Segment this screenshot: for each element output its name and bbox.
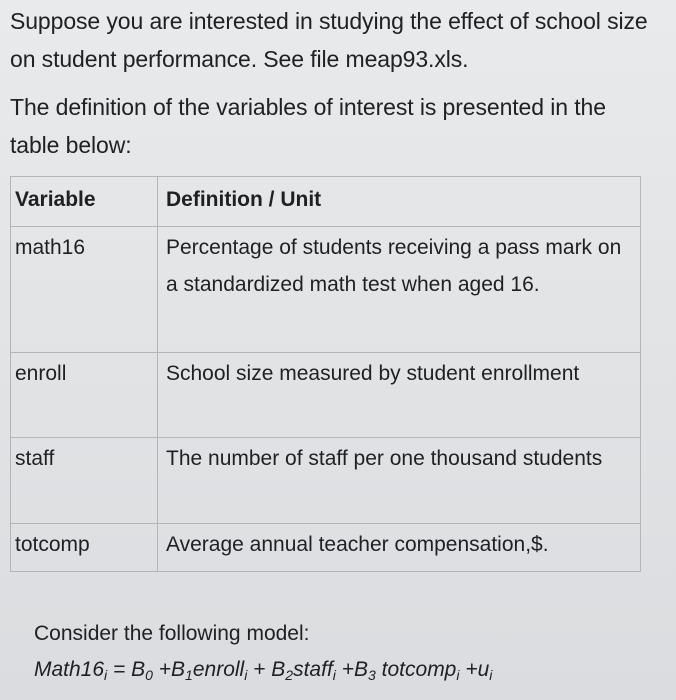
variable-cell: totcomp (11, 524, 158, 572)
intro-paragraph-2: The definition of the variables of interest is presented in the table below: (10, 94, 606, 158)
definition-cell: School size measured by student enrollment (158, 353, 641, 438)
header-variable: Variable (11, 177, 158, 227)
definition-cell: Average annual teacher compensation,$. (158, 524, 641, 572)
eq-totcomp: totcomp (375, 658, 457, 681)
variable-cell: math16 (11, 227, 158, 353)
eq-plus: + (459, 658, 478, 681)
eq-equals: = (107, 658, 132, 681)
eq-index: i (244, 667, 248, 683)
eq-b3-sub: 3 (368, 667, 376, 683)
table-header-row (11, 177, 641, 227)
table-row (11, 524, 641, 572)
table-row (11, 227, 641, 353)
problem-intro (10, 2, 660, 174)
eq-index: i (104, 667, 108, 683)
eq-error: u (477, 658, 490, 681)
intro-paragraph-1: Suppose you are interested in studying the effect of school size on student performance. See file meap93.xls. (10, 8, 648, 72)
model-section (34, 616, 492, 688)
eq-b2: B (271, 658, 286, 681)
eq-b2-sub: 2 (285, 667, 294, 683)
eq-index: i (332, 667, 336, 683)
eq-index: i (456, 667, 460, 683)
eq-b0-sub: 0 (145, 667, 153, 683)
definition-cell: The number of staff per one thousand students (158, 438, 641, 524)
eq-staff: staff (293, 658, 333, 681)
eq-enroll: enroll (192, 658, 245, 681)
eq-plus: + (247, 658, 272, 681)
variable-cell: enroll (11, 353, 158, 438)
header-definition: Definition / Unit (158, 177, 641, 227)
definition-cell: Percentage of students receiving a pass mark on a standardized math test when aged 16. (158, 227, 641, 353)
model-intro: Consider the following model: (34, 622, 310, 645)
eq-plus: + (335, 658, 355, 681)
eq-b1-sub: 1 (185, 667, 193, 683)
eq-lhs: Math16 (34, 658, 105, 681)
eq-b0: B (131, 658, 146, 681)
eq-b1: B (171, 658, 186, 681)
table-row (11, 438, 641, 524)
variables-table (10, 176, 641, 572)
model-equation (34, 652, 492, 688)
eq-plus: + (152, 658, 172, 681)
variable-cell: staff (11, 438, 158, 524)
eq-b3: B (354, 658, 369, 681)
eq-index: i (489, 667, 493, 683)
table-row (11, 353, 641, 438)
